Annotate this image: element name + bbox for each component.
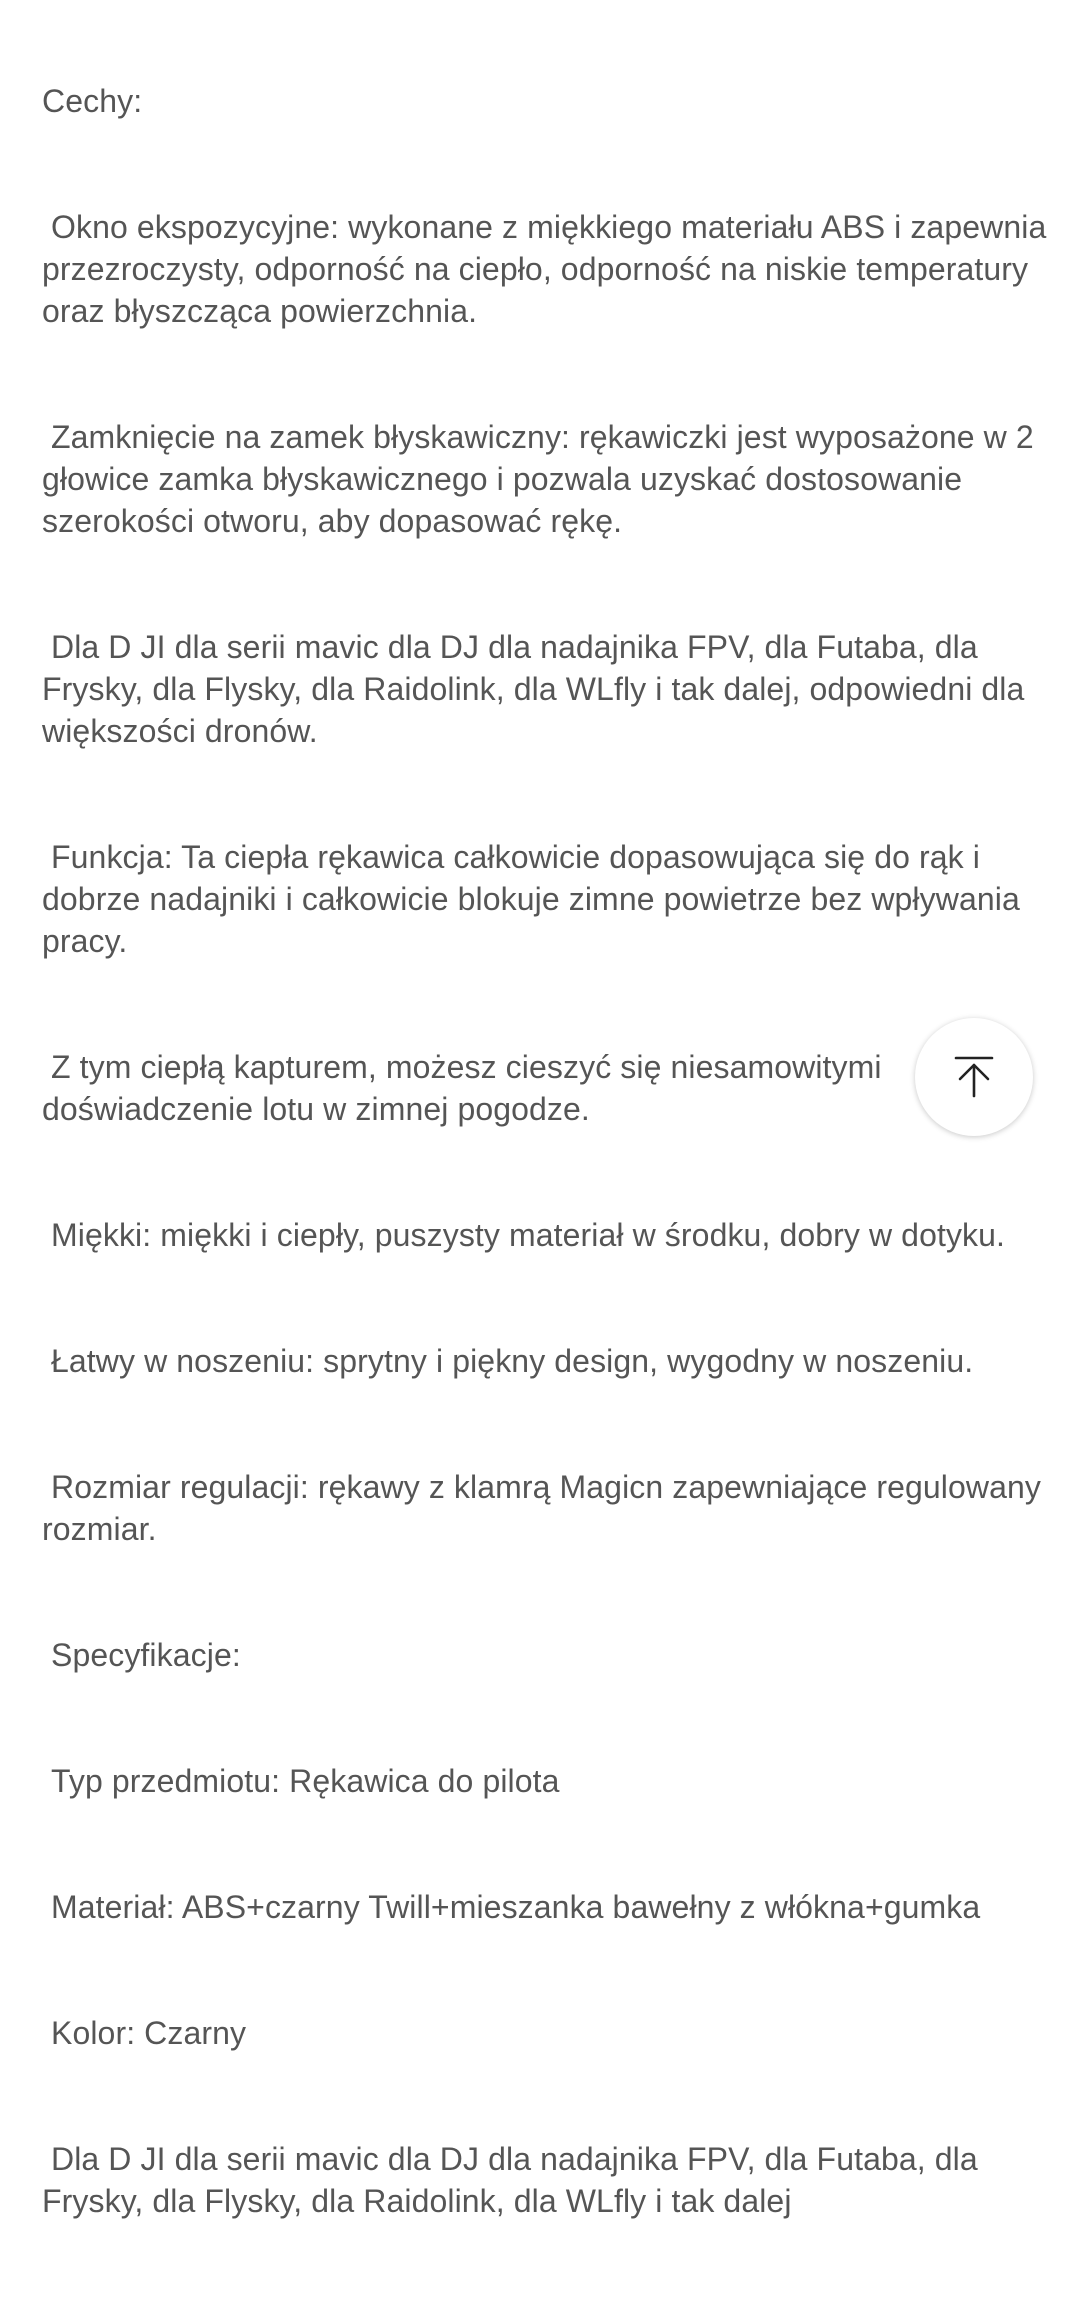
description-line-size-adjust: Rozmiar regulacji: rękawy z klamrą Magicn zapewniające regulowany rozmiar. <box>42 1469 1051 1547</box>
description-line-compatibility-2: Dla D JI dla serii mavic dla DJ dla nadajnika FPV, dla Futaba, dla Frysky, dla Flysky, dla Raidolink, dla WLfly i tak dalej <box>42 2141 987 2219</box>
description-line-function: Funkcja: Ta ciepła rękawica całkowicie dopasowująca się do rąk i dobrze nadajniki i całkowicie blokuje zimne powietrze bez wpływania pracy. <box>42 839 1029 959</box>
description-line-color: Kolor: Czarny <box>42 2015 247 2051</box>
description-line-easy-wear: Łatwy w noszeniu: sprytny i piękny design, wygodny w noszeniu. <box>42 1343 974 1379</box>
product-description <box>42 0 1056 2306</box>
arrow-up-to-top-icon <box>951 1054 997 1100</box>
description-line-specs-heading: Specyfikacje: <box>42 1637 241 1673</box>
description-line-soft: Miękki: miękki i ciepły, puszysty materiał w środku, dobry w dotyku. <box>42 1217 1006 1253</box>
description-line-item-type: Typ przedmiotu: Rękawica do pilota <box>42 1763 560 1799</box>
description-line-zipper: Zamknięcie na zamek błyskawiczny: rękawiczki jest wyposażone w 2 głowice zamka błyskawicznego i pozwala uzyskać dostosowanie szerokości otworu, aby dopasować rękę. <box>42 419 1043 539</box>
description-line-flight-experience: Z tym ciepłą kapturem, możesz cieszyć się niesamowitymi doświadczenie lotu w zimnej pogodze. <box>42 1049 891 1127</box>
description-line-compatibility: Dla D JI dla serii mavic dla DJ dla nadajnika FPV, dla Futaba, dla Frysky, dla Flysky, dla Raidolink, dla WLfly i tak dalej, odpowiedni dla większości dronów. <box>42 629 1034 749</box>
description-line-features-heading: Cechy: <box>42 83 143 119</box>
scroll-to-top-button[interactable] <box>915 1018 1033 1136</box>
description-line-material: Materiał: ABS+czarny Twill+mieszanka bawełny z włókna+gumka <box>42 1889 981 1925</box>
description-line-window: Okno ekspozycyjne: wykonane z miękkiego materiału ABS i zapewnia przezroczysty, odporność na ciepło, odporność na niskie temperatury oraz błyszcząca powierzchnia. <box>42 209 1056 329</box>
